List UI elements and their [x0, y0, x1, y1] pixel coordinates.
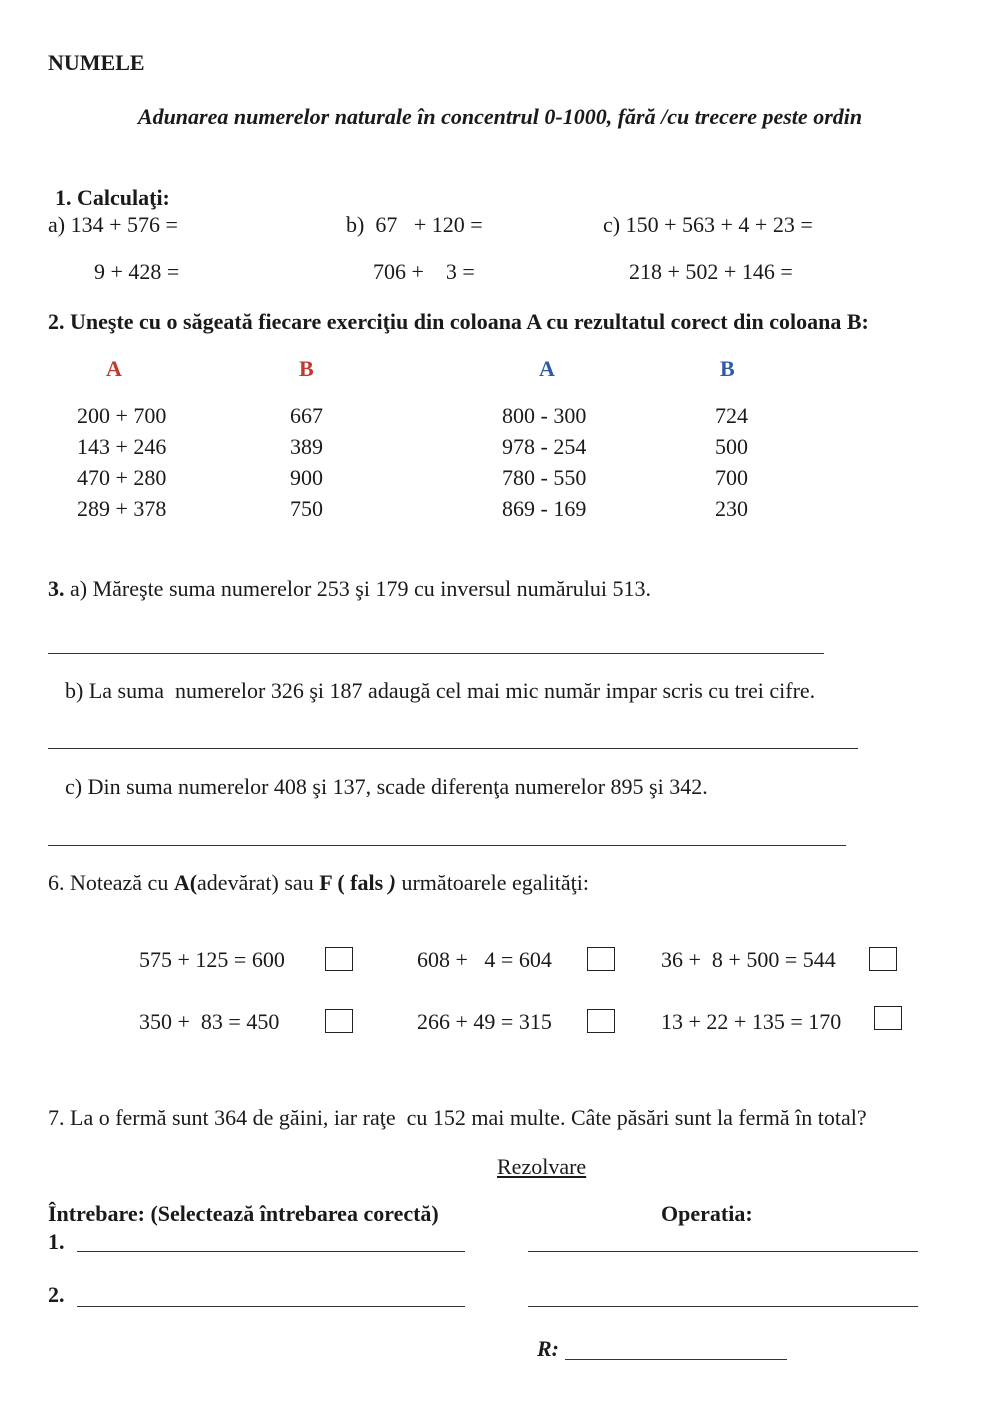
column-b-label: B [720, 356, 735, 381]
operation-line[interactable] [528, 1306, 918, 1307]
result-item: 667 [290, 403, 323, 428]
answer-line[interactable] [565, 1359, 787, 1360]
result-item: 230 [715, 496, 748, 521]
ex2-heading: 2. Uneşte cu o săgeată fiecare exerciţiu din coloana A cu rezultatul corect din coloana B: [48, 309, 869, 334]
equality-item: 36 + 8 + 500 = 544 [661, 947, 836, 972]
column-a-label: A [539, 356, 555, 381]
column-a-exercises [502, 400, 586, 524]
ex3-a-text: a) Măreşte suma numerelor 253 şi 179 cu inversul numărului 513. [70, 576, 652, 601]
column-b-results [290, 400, 323, 524]
answer-checkbox[interactable] [325, 1009, 353, 1033]
column-b-label: B [299, 356, 314, 381]
result-item: 700 [715, 465, 748, 490]
equality-item: 13 + 22 + 135 = 170 [661, 1009, 842, 1034]
ex6-instruction [48, 872, 589, 894]
exercise-item: 143 + 246 [77, 434, 167, 459]
ex1-item-b1: b) 67 + 120 = [346, 212, 483, 237]
ex1-item-a1: a) 134 + 576 = [48, 212, 178, 237]
ex6-text: 6. Notează cu [48, 870, 174, 895]
result-item: 500 [715, 434, 748, 459]
equality-item: 608 + 4 = 604 [417, 947, 552, 972]
ex6-f-marker: F ( fals [319, 870, 389, 895]
ex3-part-b: b) La suma numerelor 326 şi 187 adaugă cel mai mic număr impar scris cu trei cifre. [65, 678, 816, 703]
ex6-text: următoarele egalităţi: [395, 870, 589, 895]
equality-item: 350 + 83 = 450 [139, 1009, 280, 1034]
answer-line[interactable] [48, 845, 846, 846]
ex3-number: 3. [48, 576, 65, 601]
answer-line[interactable] [48, 653, 824, 654]
answer-label: R: [537, 1336, 559, 1361]
ex1-item-b2: 706 + 3 = [373, 259, 475, 284]
name-label: NUMELE [48, 50, 145, 75]
operation-line[interactable] [528, 1251, 918, 1252]
result-item: 900 [290, 465, 323, 490]
ex3-part-c: c) Din suma numerelor 408 şi 137, scade diferenţa numerelor 895 şi 342. [65, 774, 708, 799]
answer-checkbox[interactable] [587, 1009, 615, 1033]
answer-checkbox[interactable] [869, 947, 897, 971]
result-item: 724 [715, 403, 748, 428]
ex6-f-paren: ) [388, 870, 396, 895]
equality-item: 266 + 49 = 315 [417, 1009, 552, 1034]
answer-checkbox[interactable] [325, 947, 353, 971]
item-number: 2. [48, 1282, 65, 1307]
result-item: 750 [290, 496, 323, 521]
result-item: 389 [290, 434, 323, 459]
column-a-label: A [106, 356, 122, 381]
exercise-item: 470 + 280 [77, 465, 167, 490]
ex3-part-a [48, 578, 651, 600]
answer-line[interactable] [48, 748, 858, 749]
question-label: Întrebare: (Selectează întrebarea corectă) [48, 1201, 439, 1226]
page-title: Adunarea numerelor naturale în concentrul 0-1000, fără /cu trecere peste ordin [137, 104, 863, 129]
exercise-item: 289 + 378 [77, 496, 167, 521]
ex6-a-marker: A( [173, 870, 198, 895]
ex1-item-c2: 218 + 502 + 146 = [629, 259, 793, 284]
ex1-item-a2: 9 + 428 = [94, 259, 180, 284]
ex7-problem: 7. La o fermă sunt 364 de găini, iar raţe cu 152 mai multe. Câte păsări sunt la fermă în total? [48, 1105, 867, 1130]
answer-checkbox[interactable] [587, 947, 615, 971]
exercise-item: 780 - 550 [502, 465, 587, 490]
exercise-item: 978 - 254 [502, 434, 587, 459]
exercise-item: 800 - 300 [502, 403, 587, 428]
exercise-item: 200 + 700 [77, 403, 167, 428]
column-a-exercises [77, 400, 166, 524]
question-line[interactable] [77, 1306, 465, 1307]
ex1-heading: 1. Calculaţi: [55, 185, 170, 210]
equality-item: 575 + 125 = 600 [139, 947, 285, 972]
item-number: 1. [48, 1229, 65, 1254]
question-line[interactable] [77, 1251, 465, 1252]
ex6-text: adevărat) sau [197, 870, 320, 895]
ex1-item-c1: c) 150 + 563 + 4 + 23 = [603, 212, 813, 237]
answer-checkbox[interactable] [874, 1006, 902, 1030]
column-b-results [715, 400, 748, 524]
rezolvare-heading: Rezolvare [497, 1154, 587, 1179]
exercise-item: 869 - 169 [502, 496, 587, 521]
operation-label: Operatia: [661, 1201, 753, 1226]
